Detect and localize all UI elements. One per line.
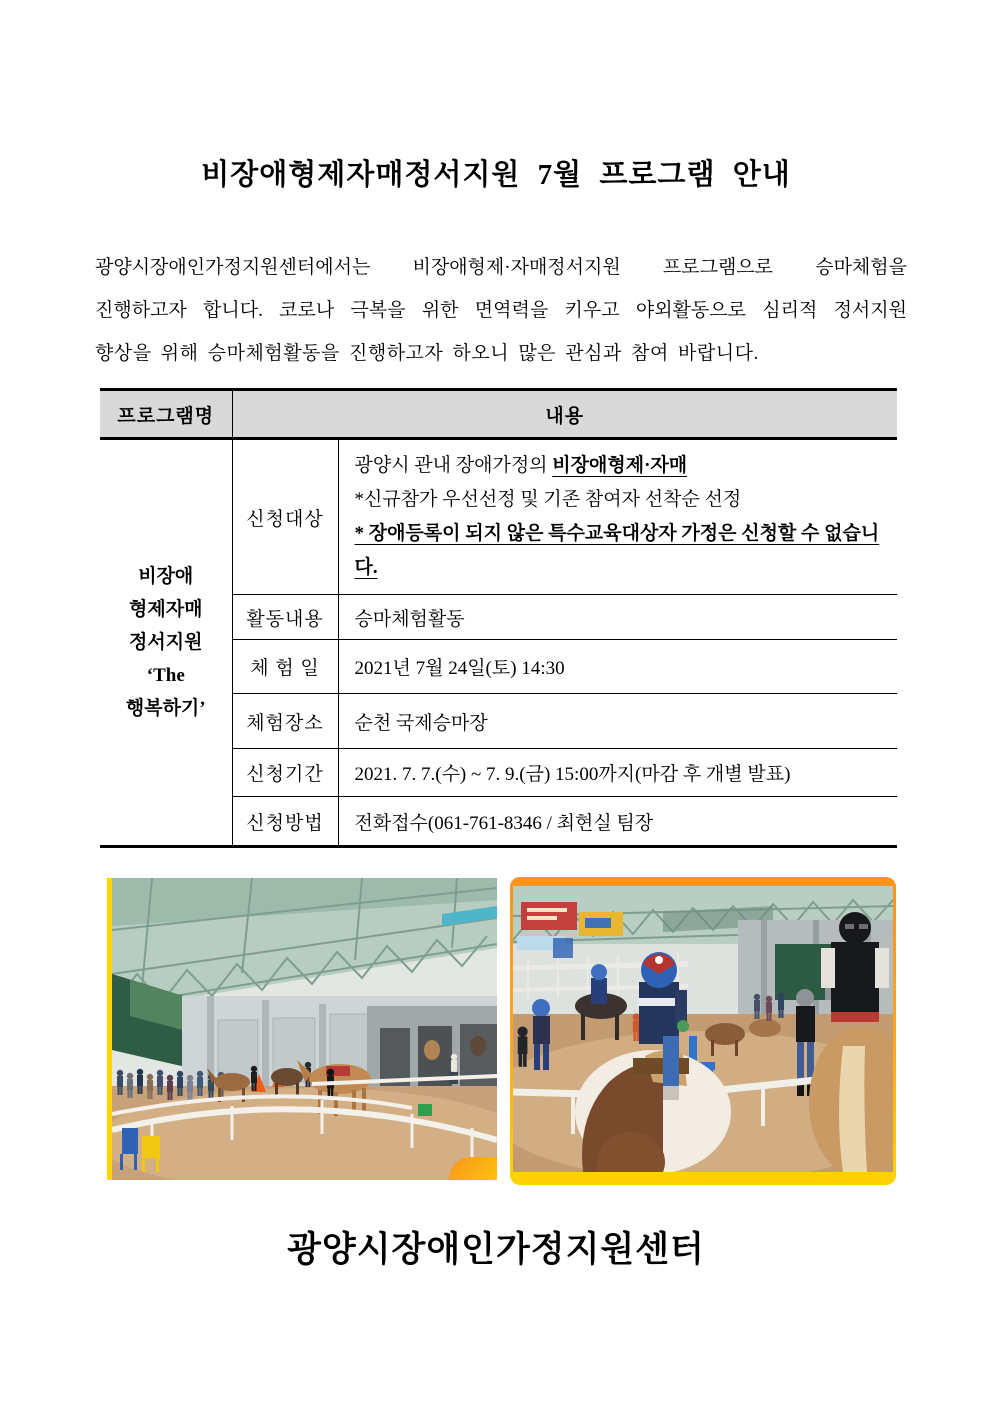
row-label-period: 신청기간 xyxy=(232,749,338,797)
intro-paragraph xyxy=(95,246,907,375)
table-header-row xyxy=(100,390,897,439)
header-content: 내용 xyxy=(232,390,897,439)
intro-line: 향상을 위해 승마체험활동을 진행하고자 하오니 많은 관심과 참여 바랍니다. xyxy=(95,343,759,364)
arena-floor xyxy=(112,1086,497,1180)
right-photo xyxy=(513,886,893,1172)
row-value-date: 2021년 7월 24일(토) 14:30 xyxy=(338,640,897,694)
page-title: 비장애형제자매정서지원 7월 프로그램 안내 xyxy=(201,159,791,191)
program-name-line: 형제자매 xyxy=(129,599,203,620)
intro-line: 진행하고자 합니다. 코로나 극복을 위한 면역력을 키우고 야외활동으로 심리적 정서지원 xyxy=(95,300,907,321)
header-program-name: 프로그램명 xyxy=(100,390,232,439)
target-line2: *신규참가 우선선정 및 기존 참여자 선착순 선정 xyxy=(354,489,742,510)
program-name-line: 정서지원 xyxy=(129,632,203,653)
row-value-target xyxy=(338,439,897,595)
row-value-place: 순천 국제승마장 xyxy=(338,694,897,749)
program-name-line: 행복하기’ xyxy=(125,698,206,719)
target-line3: * 장애등록이 되지 않은 특수교육대상자 가정은 신청할 수 없습니다. xyxy=(354,523,880,578)
row-label-target: 신청대상 xyxy=(232,439,338,595)
table-row xyxy=(100,439,897,595)
green-stool xyxy=(418,1104,432,1116)
row-label-method: 신청방법 xyxy=(232,797,338,847)
row-label-place: 체험장소 xyxy=(232,694,338,749)
row-value-method: 전화접수(061-761-8346 / 최현실 팀장 xyxy=(354,812,654,834)
row-label-date: 체 험 일 xyxy=(232,640,338,694)
target-line1 xyxy=(355,449,888,483)
program-info-table xyxy=(100,388,897,848)
pony-riding-illustration xyxy=(513,886,893,1172)
footer-org-name: 광양시장애인가정지원센터 xyxy=(287,1230,705,1269)
intro-line: 광양시장애인가정지원센터에서는 비장애형제·자매정서지원 프로그램으로 승마체험을 xyxy=(95,257,907,278)
program-name-line: ‘The xyxy=(146,665,185,686)
row-value-activity: 승마체험활동 xyxy=(338,595,897,640)
row-label-activity: 활동내용 xyxy=(232,595,338,640)
target-line1-emphasis: 비장애형제·자매 xyxy=(552,455,688,476)
target-line1-prefix: 광양시 관내 장애가정의 xyxy=(354,455,553,476)
row-value-period: 2021. 7. 7.(수) ~ 7. 9.(금) 15:00까지(마감 후 개별 발표) xyxy=(338,749,897,797)
program-name-line: 비장애 xyxy=(138,566,194,587)
arena-overview-illustration xyxy=(112,878,497,1180)
program-name-cell xyxy=(100,439,232,847)
left-photo xyxy=(112,878,497,1180)
